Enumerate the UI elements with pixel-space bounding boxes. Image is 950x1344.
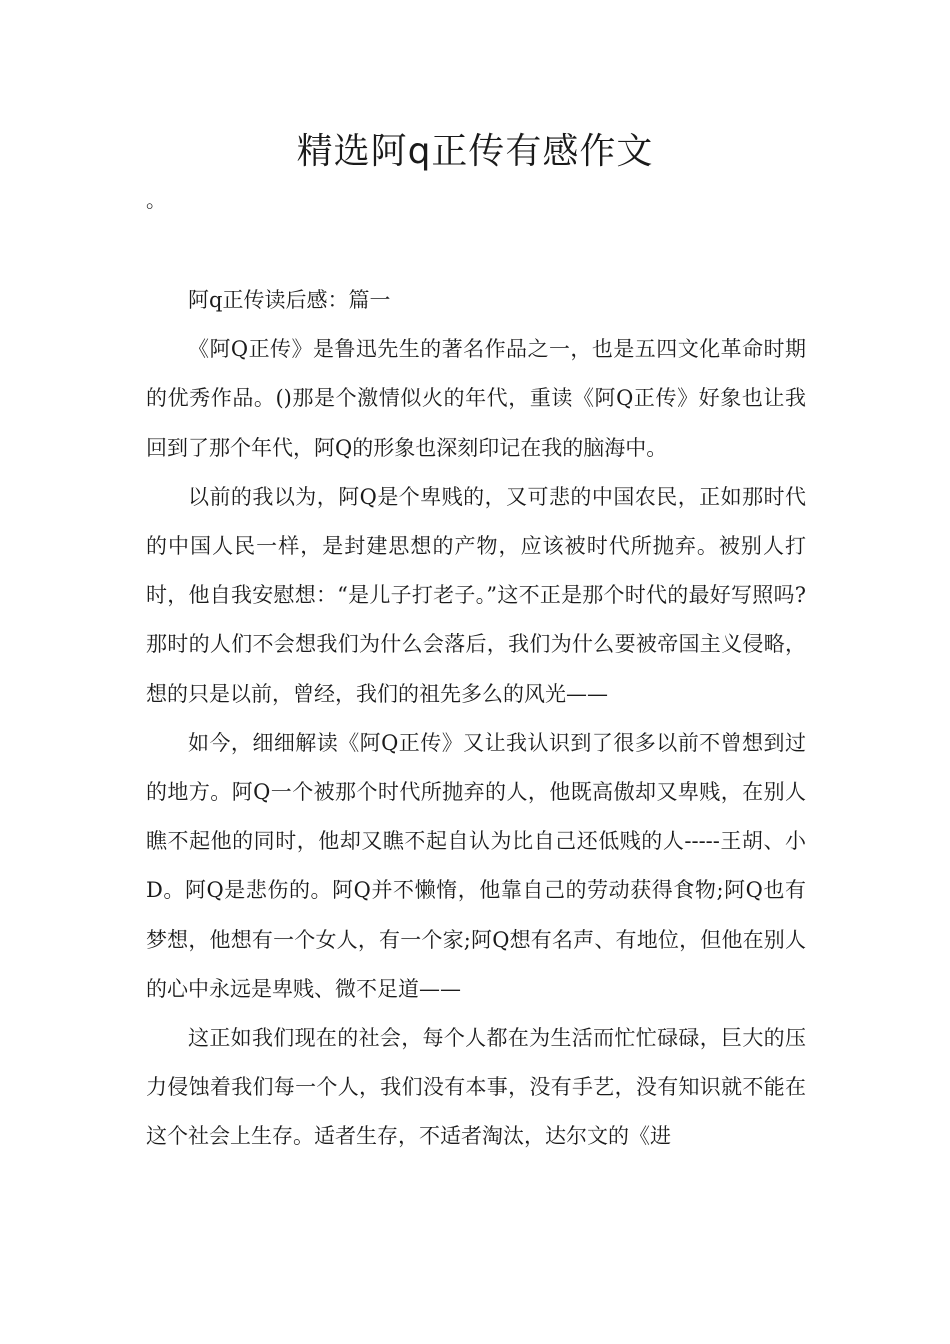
paragraph: 如今，细细解读《阿Q正传》又让我认识到了很多以前不曾想到过的地方。阿Q一个被那个时代所抛弃的人，他既高傲却又卑贱，在别人瞧不起他的同时，他却又瞧不起自认为比自己还低贱的人-----王胡、小D。阿Q是悲伤的。阿Q并不懒惰，他靠自己的劳动获得食物;阿Q也有梦想，他想有一个女人，有一个家;阿Q想有名声、有地位，但他在别人的心中永远是卑贱、微不足道——	[146, 730, 806, 1001]
paragraph: 以前的我以为，阿Q是个卑贱的，又可悲的中国农民，正如那时代的中国人民一样，是封建思想的产物，应该被时代所抛弃。被别人打时，他自我安慰想：“是儿子打老子。”这不正是那个时代的最好写照吗?那时的人们不会想我们为什么会落后，我们为什么要被帝国主义侵略，想的只是以前，曾经，我们的祖先多么的风光——	[146, 484, 806, 706]
leading-mark: 。	[146, 188, 166, 212]
paragraph: 《阿Q正传》是鲁迅先生的著名作品之一，也是五四文化革命时期的优秀作品。()那是个激情似火的年代，重读《阿Q正传》好象也让我回到了那个年代，阿Q的形象也深刻印记在我的脑海中。	[146, 337, 806, 460]
section-heading: 阿q正传读后感：篇一	[188, 288, 391, 312]
document-title: 精选阿q正传有感作文	[296, 131, 654, 172]
document-body	[146, 276, 806, 1162]
paragraph: 这正如我们现在的社会，每个人都在为生活而忙忙碌碌，巨大的压力侵蚀着我们每一个人，我们没有本事，没有手艺，没有知识就不能在这个社会上生存。适者生存，不适者淘汰，达尔文的《进	[146, 1026, 806, 1149]
